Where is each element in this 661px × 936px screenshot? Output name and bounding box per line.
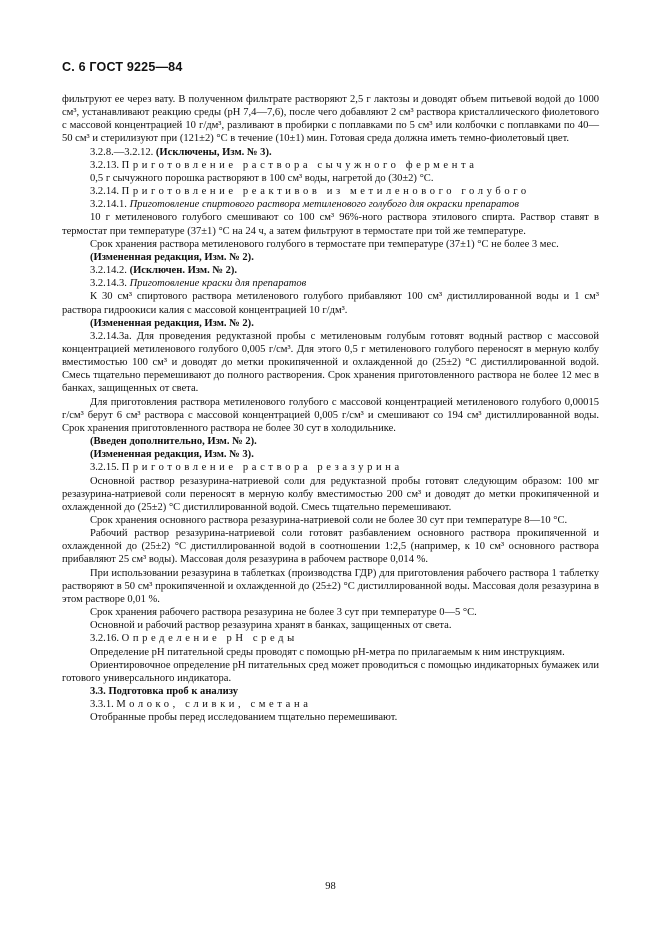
- paragraph: 10 г метиленового голубого смешивают со 100 см³ 96%-ного раствора этилового спирта. Раствор ставят в термостат при температуре (37±1) °С на 24 ч, а затем фильтруют в термостате при той же температуре.: [62, 212, 599, 237]
- section-heading: 3.2.13. Приготовление раствора сычужного фермента: [90, 159, 478, 171]
- amendment-note: (Измененная редакция, Изм. № 2).: [90, 251, 254, 263]
- section-heading: 3.2.14.2. (Исключен. Изм. № 2).: [90, 265, 237, 277]
- paragraph: Основной и рабочий раствор резазурина хранят в банках, защищенных от света.: [90, 620, 452, 632]
- section-heading: 3.2.16. Определение pH среды: [90, 633, 298, 645]
- paragraph: 0,5 г сычужного порошка растворяют в 100 см³ воды, нагретой до (30±2) °С.: [90, 172, 434, 184]
- paragraph: Для приготовления раствора метиленового голубого с массовой концентрацией метиленового голубого 0,00015 г/см³ берут 6 см³ раствора с массовой концентрацией 0,005 г/см³ и смешивают со 194 см³ дистиллированной воды. Срок хранения приготовленного раствора не более 30 сут в холодильнике.: [62, 396, 599, 434]
- section-heading: 3.2.14.1. Приготовление спиртового раствора метиленового голубого для окраски препаратов: [90, 199, 519, 211]
- paragraph: фильтруют ее через вату. В полученном фильтрате растворяют 2,5 г лактозы и доводят объем питьевой водой до 1000 см³, устанавливают реакцию среды (pH 7,4—7,6), после чего добавляют 2 см³ раствора кристаллического фиолетового с массовой концентрацией 10 г/дм³, разливают в пробирки с поплавками по 5 см³ или колбочки с поплавками по 40—50 см³ и стерилизуют при (121±2) °С в течение (10±1) мин. Готовая среда должна иметь темно-фиолетовый цвет.: [62, 94, 599, 145]
- amendment-note: (Введен дополнительно, Изм. № 2).: [90, 436, 257, 448]
- page-header: С. 6 ГОСТ 9225—84: [62, 60, 183, 74]
- paragraph: Рабочий раствор резазурина-натриевой соли готовят разбавлением основного раствора прокипяченной и охлажденной до (25±2) °С дистиллированной водой в соотношении 1:2,5 (например, к 10 см³ основного раствора прибавляют 25 см³ воды). Массовая доля резазурина в рабочем растворе 0,014 %.: [62, 528, 599, 566]
- paragraph: 3.2.14.3а. Для проведения редуктазной пробы с метиленовым голубым готовят водный раствор с массовой концентрацией метиленового голубого 0,005 г/см³. Для этого 0,5 г метиленового голубого переносят в мерную колбу вместимостью 100 см³ и доводят до метки прокипяченной и охлажденной до (25±2) °С дистиллированной водой. Смесь тщательно перемешивают до полного растворения. Срок хранения приготовленного раствора не более 12 мес в банках, защищенных от света.: [62, 330, 599, 395]
- paragraph: Срок хранения основного раствора резазурина-натриевой соли не более 30 сут при температуре 8—10 °С.: [90, 515, 568, 526]
- paragraph: Определение pH питательной среды проводят с помощью pH-метра по прилагаемым к ним инструкциям.: [90, 646, 565, 658]
- section-heading: 3.3. Подготовка проб к анализу: [90, 686, 239, 698]
- section-heading: 3.2.14.3. Приготовление краски для препаратов: [90, 278, 307, 290]
- amendment-note: (Измененная редакция, Изм. № 2).: [90, 317, 254, 329]
- section-heading: 3.3.1. Молоко, сливки, сметана: [90, 699, 312, 711]
- section-heading: 3.2.15. Приготовление раствора резазурина: [90, 462, 403, 474]
- paragraph: Срок хранения рабочего раствора резазурина не более 3 сут при температуре 0—5 °С.: [90, 607, 477, 619]
- amendment-note: (Измененная редакция, Изм. № 3).: [90, 449, 254, 461]
- paragraph: Ориентировочное определение pH питательных сред может проводиться с помощью индикаторных бумажек или готового универсального индикатора.: [62, 659, 599, 684]
- paragraph: Основной раствор резазурина-натриевой соли для редуктазной пробы готовят следующим образом: 100 мг резазурина-натриевой соли переносят в мерную колбу вместимостью 200 см³ и доводят до метки прокипяченной и охлажденной до (25±2) °С дистиллированной водой. Смесь тщательно перемешивают.: [62, 475, 599, 513]
- paragraph: К 30 см³ спиртового раствора метиленового голубого прибавляют 100 см³ дистиллированной воды и 1 см³ раствора гидроокиси калия с массовой концентрацией 10 г/дм³.: [62, 291, 599, 316]
- document-body: [62, 93, 599, 725]
- paragraph: Отобранные пробы перед исследованием тщательно перемешивают.: [90, 712, 398, 724]
- paragraph: Срок хранения раствора метиленового голубого в термостате при температуре (37±1) °С не более 3 мес.: [90, 238, 559, 250]
- section-heading: 3.2.14. Приготовление реактивов из метиленового голубого: [90, 186, 530, 198]
- page-number: 98: [325, 881, 336, 892]
- section-heading: 3.2.8.—3.2.12. (Исключены, Изм. № 3).: [90, 146, 272, 158]
- paragraph: При использовании резазурина в таблетках (производства ГДР) для приготовления рабочего раствора 1 таблетку растворяют в 50 см³ прокипяченной и охлажденной до (25±2) °С дистиллированной воды. Массовая доля резазурина в этом растворе 0,01 %.: [62, 567, 599, 605]
